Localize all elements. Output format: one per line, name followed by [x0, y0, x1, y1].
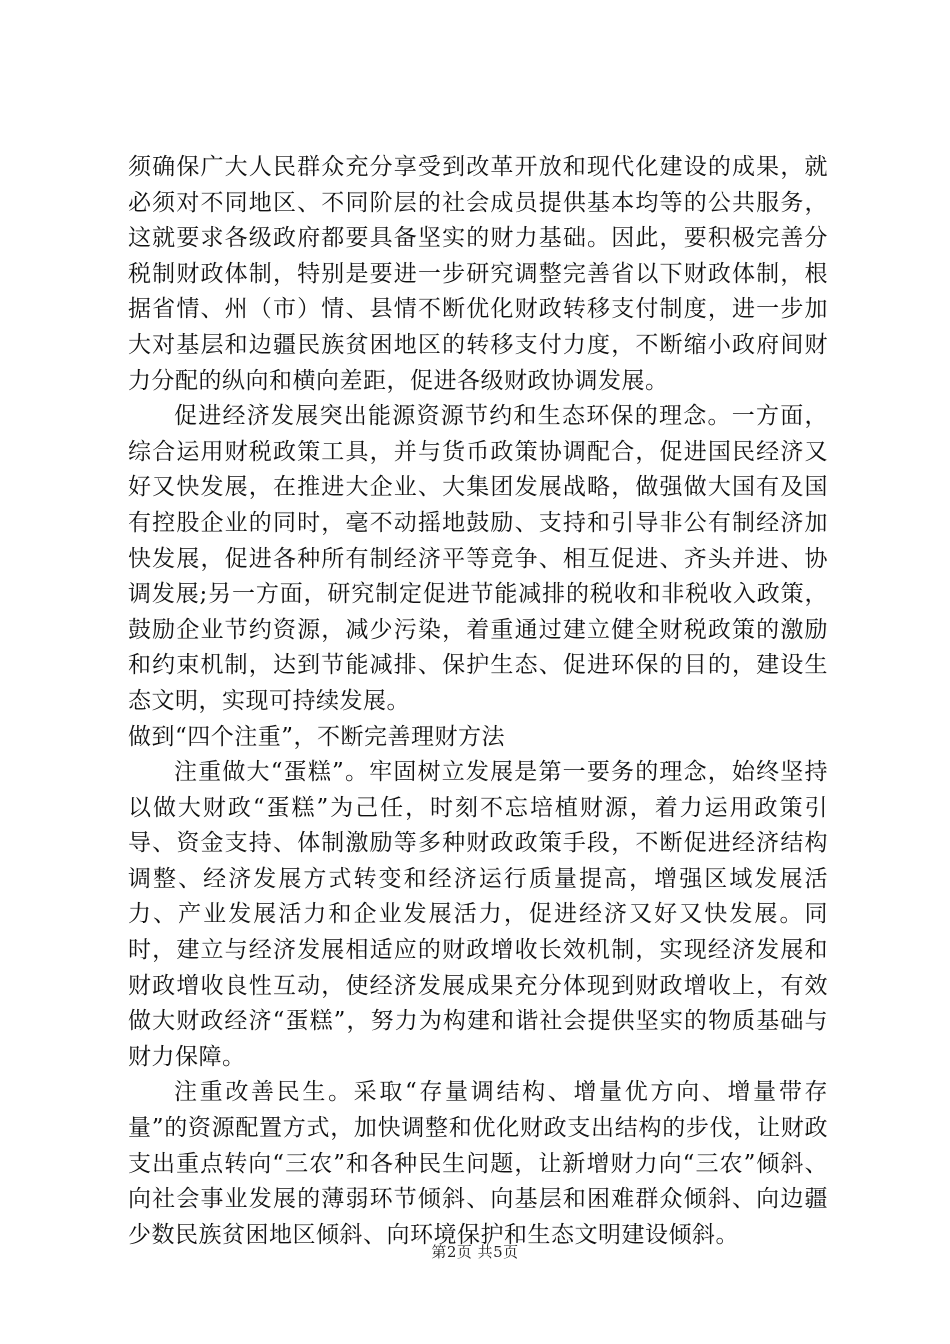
paragraph-continuation: 须确保广大人民群众充分享受到改革开放和现代化建设的成果，就必须对不同地区、不同阶层的社会成员提供基本均等的公共服务，这就要求各级政府都要具备坚实的财力基础。因此，要积极完善分税制财政体制，特别是要进一步研究调整完善省以下财政体制，根据省情、州（市）情、县情不断优化财政转移支付制度，进一步加大对基层和边疆民族贫困地区的转移支付力度，不断缩小政府间财力分配的纵向和横向差距，促进各级财政协调发展。: [128, 154, 828, 394]
paragraph-energy-ecology: 促进经济发展突出能源资源节约和生态环保的理念。一方面，综合运用财税政策工具，并与货币政策协调配合，促进国民经济又好又快发展，在推进大企业、大集团发展战略，做强做大国有及国有控股企业的同时，毫不动摇地鼓励、支持和引导非公有制经济加快发展，促进各种所有制经济平等竞争、相互促进、齐头并进、协调发展;另一方面，研究制定促进节能减排的税收和非税收入政策，鼓励企业节约资源，减少污染，着重通过建立健全财税政策的激励和约束机制，达到节能减排、保护生态、促进环保的目的，建设生态文明，实现可持续发展。: [128, 403, 828, 714]
page-number-footer: 第2页 共5页: [431, 1243, 519, 1261]
section-heading-four-emphases: 做到“四个注重”，不断完善理财方法: [128, 723, 506, 750]
body-text: [128, 150, 828, 1253]
paragraph-grow-cake: 注重做大“蛋糕”。牢固树立发展是第一要务的理念，始终坚持以做大财政“蛋糕”为己任，时刻不忘培植财源，着力运用政策引导、资金支持、体制激励等多种财政政策手段，不断促进经济结构调整、经济发展方式转变和经济运行质量提高，增强区域发展活力、产业发展活力和企业发展活力，促进经济又好又快发展。同时，建立与经济发展相适应的财政增收长效机制，实现经济发展和财政增收良性互动，使经济发展成果充分体现到财政增收上，有效做大财政经济“蛋糕”，努力为构建和谐社会提供坚实的物质基础与财力保障。: [128, 759, 828, 1070]
paragraph-improve-livelihood: 注重改善民生。采取“存量调结构、增量优方向、增量带存量”的资源配置方式，加快调整和优化财政支出结构的步伐，让财政支出重点转向“三农”和各种民生问题，让新增财力向“三农”倾斜、向社会事业发展的薄弱环节倾斜、向基层和困难群众倾斜、向边疆少数民族贫困地区倾斜、向环境保护和生态文明建设倾斜。: [128, 1079, 828, 1248]
